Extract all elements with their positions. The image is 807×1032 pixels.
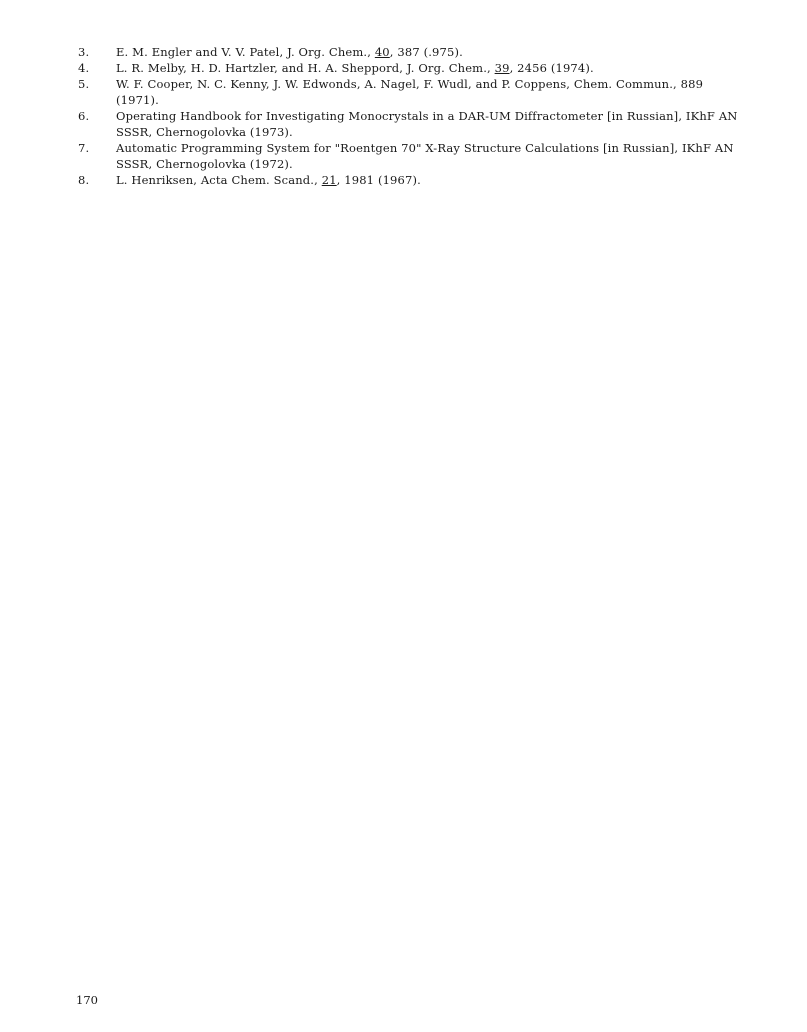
reference-pages-year: , 387 (.975).	[389, 45, 463, 59]
reference-citation: Automatic Programming System for "Roentgen 70" X-Ray Structure Calculations [in Russian], IKhF AN SSSR, Chernogolovka (1972).	[116, 141, 734, 171]
reference-citation: E. M. Engler and V. V. Patel, J. Org. Chem.,	[116, 45, 375, 59]
reference-citation: L. Henriksen, Acta Chem. Scand.,	[116, 173, 322, 187]
reference-number: 8.	[78, 173, 90, 187]
reference-text	[116, 140, 738, 172]
reference-list	[78, 44, 738, 188]
page-number: 170	[76, 993, 98, 1007]
reference-item	[78, 60, 738, 76]
reference-text	[116, 44, 738, 60]
reference-volume: 21	[321, 173, 337, 187]
reference-citation: L. R. Melby, H. D. Hartzler, and H. A. Sheppord, J. Org. Chem.,	[116, 61, 495, 75]
reference-number: 5.	[78, 77, 90, 91]
reference-pages-year: , 1981 (1967).	[336, 173, 421, 187]
reference-item	[78, 76, 738, 108]
reference-citation: W. F. Cooper, N. C. Kenny, J. W. Edwonds, A. Nagel, F. Wudl, and P. Coppens, Chem. Commun., 889 (1971).	[116, 77, 704, 107]
reference-item	[78, 44, 738, 60]
reference-text	[116, 60, 738, 76]
reference-number: 7.	[78, 141, 90, 155]
reference-volume: 40	[374, 45, 390, 59]
reference-item	[78, 140, 738, 172]
reference-number: 6.	[78, 109, 90, 123]
reference-item	[78, 108, 738, 140]
reference-item	[78, 172, 738, 188]
reference-text	[116, 172, 738, 188]
reference-number: 4.	[78, 61, 90, 75]
reference-pages-year: , 2456 (1974).	[509, 61, 594, 75]
reference-text	[116, 76, 738, 108]
reference-text	[116, 108, 738, 140]
reference-volume: 39	[494, 61, 510, 75]
reference-citation: Operating Handbook for Investigating Monocrystals in a DAR-UM Diffractometer [in Russian], IKhF AN SSSR, Chernogolovka (1973).	[116, 109, 738, 139]
reference-number: 3.	[78, 45, 90, 59]
